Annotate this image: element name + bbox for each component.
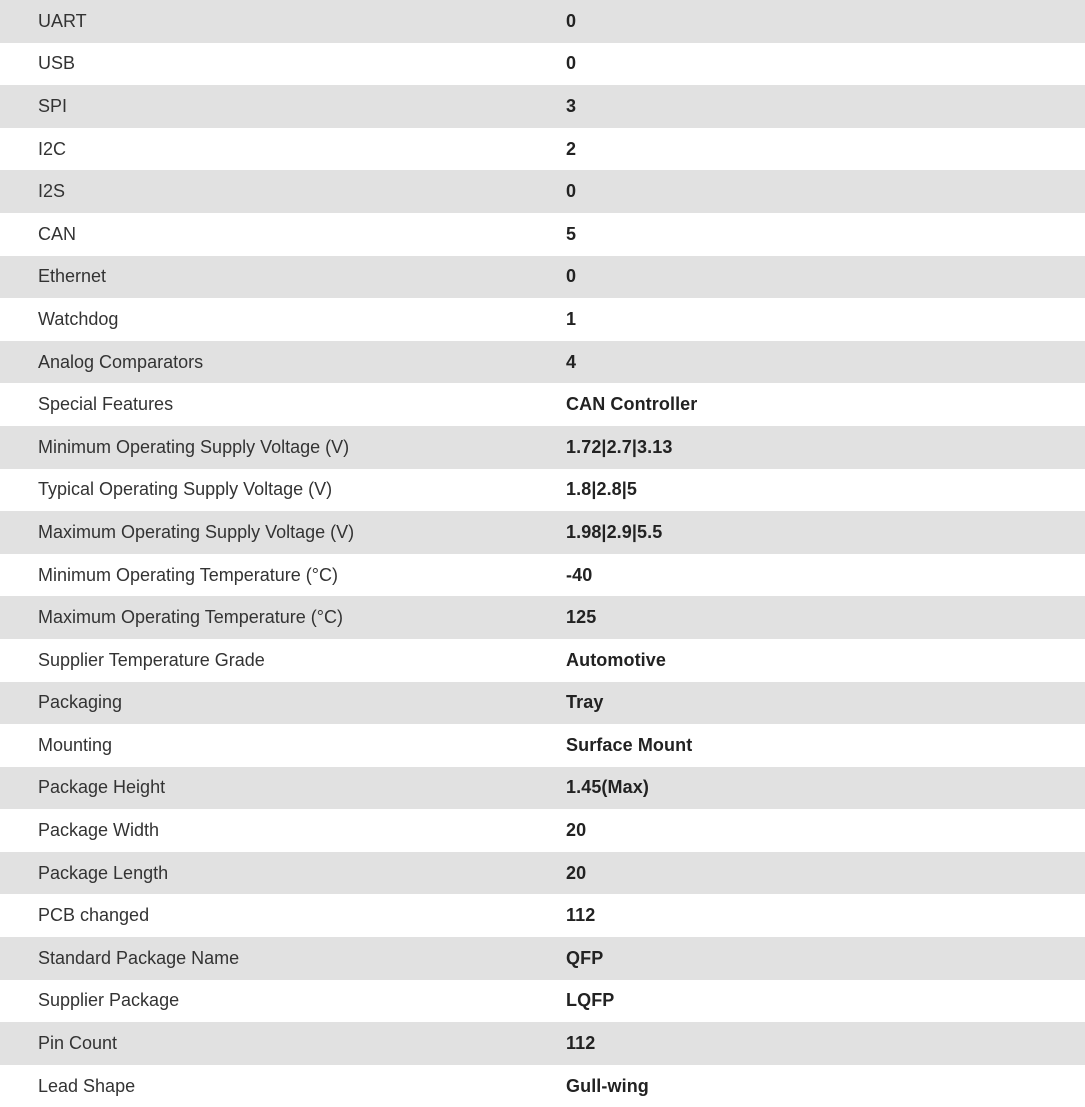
spec-label: Maximum Operating Supply Voltage (V)	[38, 521, 355, 542]
spec-label: Packaging	[38, 692, 123, 713]
spec-value: 0	[566, 10, 577, 31]
table-row	[0, 469, 1085, 512]
spec-value: Automotive	[566, 649, 666, 670]
table-row	[0, 596, 1085, 639]
table-row	[0, 170, 1085, 213]
spec-value: 1.8|2.8|5	[566, 479, 638, 500]
spec-label: Supplier Temperature Grade	[38, 649, 265, 670]
table-row	[0, 256, 1085, 299]
spec-value: -40	[566, 564, 593, 585]
spec-value: 0	[566, 53, 577, 74]
table-row	[0, 511, 1085, 554]
spec-label: Minimum Operating Temperature (°C)	[38, 564, 338, 585]
spec-label: Typical Operating Supply Voltage (V)	[38, 479, 333, 500]
spec-value: 2	[566, 138, 577, 159]
table-row	[0, 980, 1085, 1023]
spec-value: 112	[566, 905, 596, 926]
table-row	[0, 724, 1085, 767]
spec-label: PCB changed	[38, 905, 150, 926]
table-row	[0, 554, 1085, 597]
spec-value: 20	[566, 820, 587, 841]
spec-label: I2C	[38, 138, 67, 159]
spec-value: 5	[566, 223, 577, 244]
spec-label: Supplier Package	[38, 990, 180, 1011]
table-row	[0, 213, 1085, 256]
spec-label: Watchdog	[38, 308, 119, 329]
spec-value: 112	[566, 1033, 596, 1054]
spec-label: Analog Comparators	[38, 351, 204, 372]
table-row	[0, 937, 1085, 980]
spec-label: Special Features	[38, 394, 174, 415]
table-row	[0, 809, 1085, 852]
spec-label: I2S	[38, 181, 66, 202]
spec-label: Mounting	[38, 734, 113, 755]
spec-value: Surface Mount	[566, 734, 693, 755]
spec-label: Lead Shape	[38, 1075, 136, 1096]
spec-value: 1.45(Max)	[566, 777, 649, 798]
spec-label: Pin Count	[38, 1033, 118, 1054]
spec-label: Package Width	[38, 820, 160, 841]
spec-value: 1	[566, 308, 577, 329]
spec-value: 0	[566, 266, 577, 287]
spec-value: Gull-wing	[566, 1075, 649, 1096]
table-row	[0, 639, 1085, 682]
spec-value: Tray	[566, 692, 604, 713]
table-row	[0, 1022, 1085, 1065]
spec-value: 20	[566, 862, 587, 883]
spec-value: 125	[566, 607, 597, 628]
spec-value: LQFP	[566, 990, 615, 1011]
table-row	[0, 298, 1085, 341]
table-row	[0, 1065, 1085, 1107]
spec-label: USB	[38, 53, 76, 74]
spec-label: Standard Package Name	[38, 947, 240, 968]
spec-label: Package Length	[38, 862, 169, 883]
spec-label: Package Height	[38, 777, 166, 798]
table-row	[0, 426, 1085, 469]
spec-label: Maximum Operating Temperature (°C)	[38, 607, 343, 628]
table-row	[0, 767, 1085, 810]
spec-value: 1.98|2.9|5.5	[566, 521, 663, 542]
spec-value: 4	[566, 351, 577, 372]
spec-label: Ethernet	[38, 266, 107, 287]
spec-value: QFP	[566, 947, 604, 968]
spec-label: UART	[38, 10, 87, 31]
table-row	[0, 894, 1085, 937]
spec-label: SPI	[38, 95, 68, 116]
spec-value: 1.72|2.7|3.13	[566, 436, 673, 457]
table-row	[0, 341, 1085, 384]
table-row	[0, 682, 1085, 725]
spec-value: 0	[566, 181, 577, 202]
table-row	[0, 852, 1085, 895]
spec-label: CAN	[38, 223, 77, 244]
table-row	[0, 43, 1085, 86]
table-row	[0, 0, 1085, 43]
spec-value: 3	[566, 95, 577, 116]
spec-value: CAN Controller	[566, 394, 698, 415]
table-row	[0, 383, 1085, 426]
table-row	[0, 85, 1085, 128]
table-row	[0, 128, 1085, 171]
spec-label: Minimum Operating Supply Voltage (V)	[38, 436, 350, 457]
